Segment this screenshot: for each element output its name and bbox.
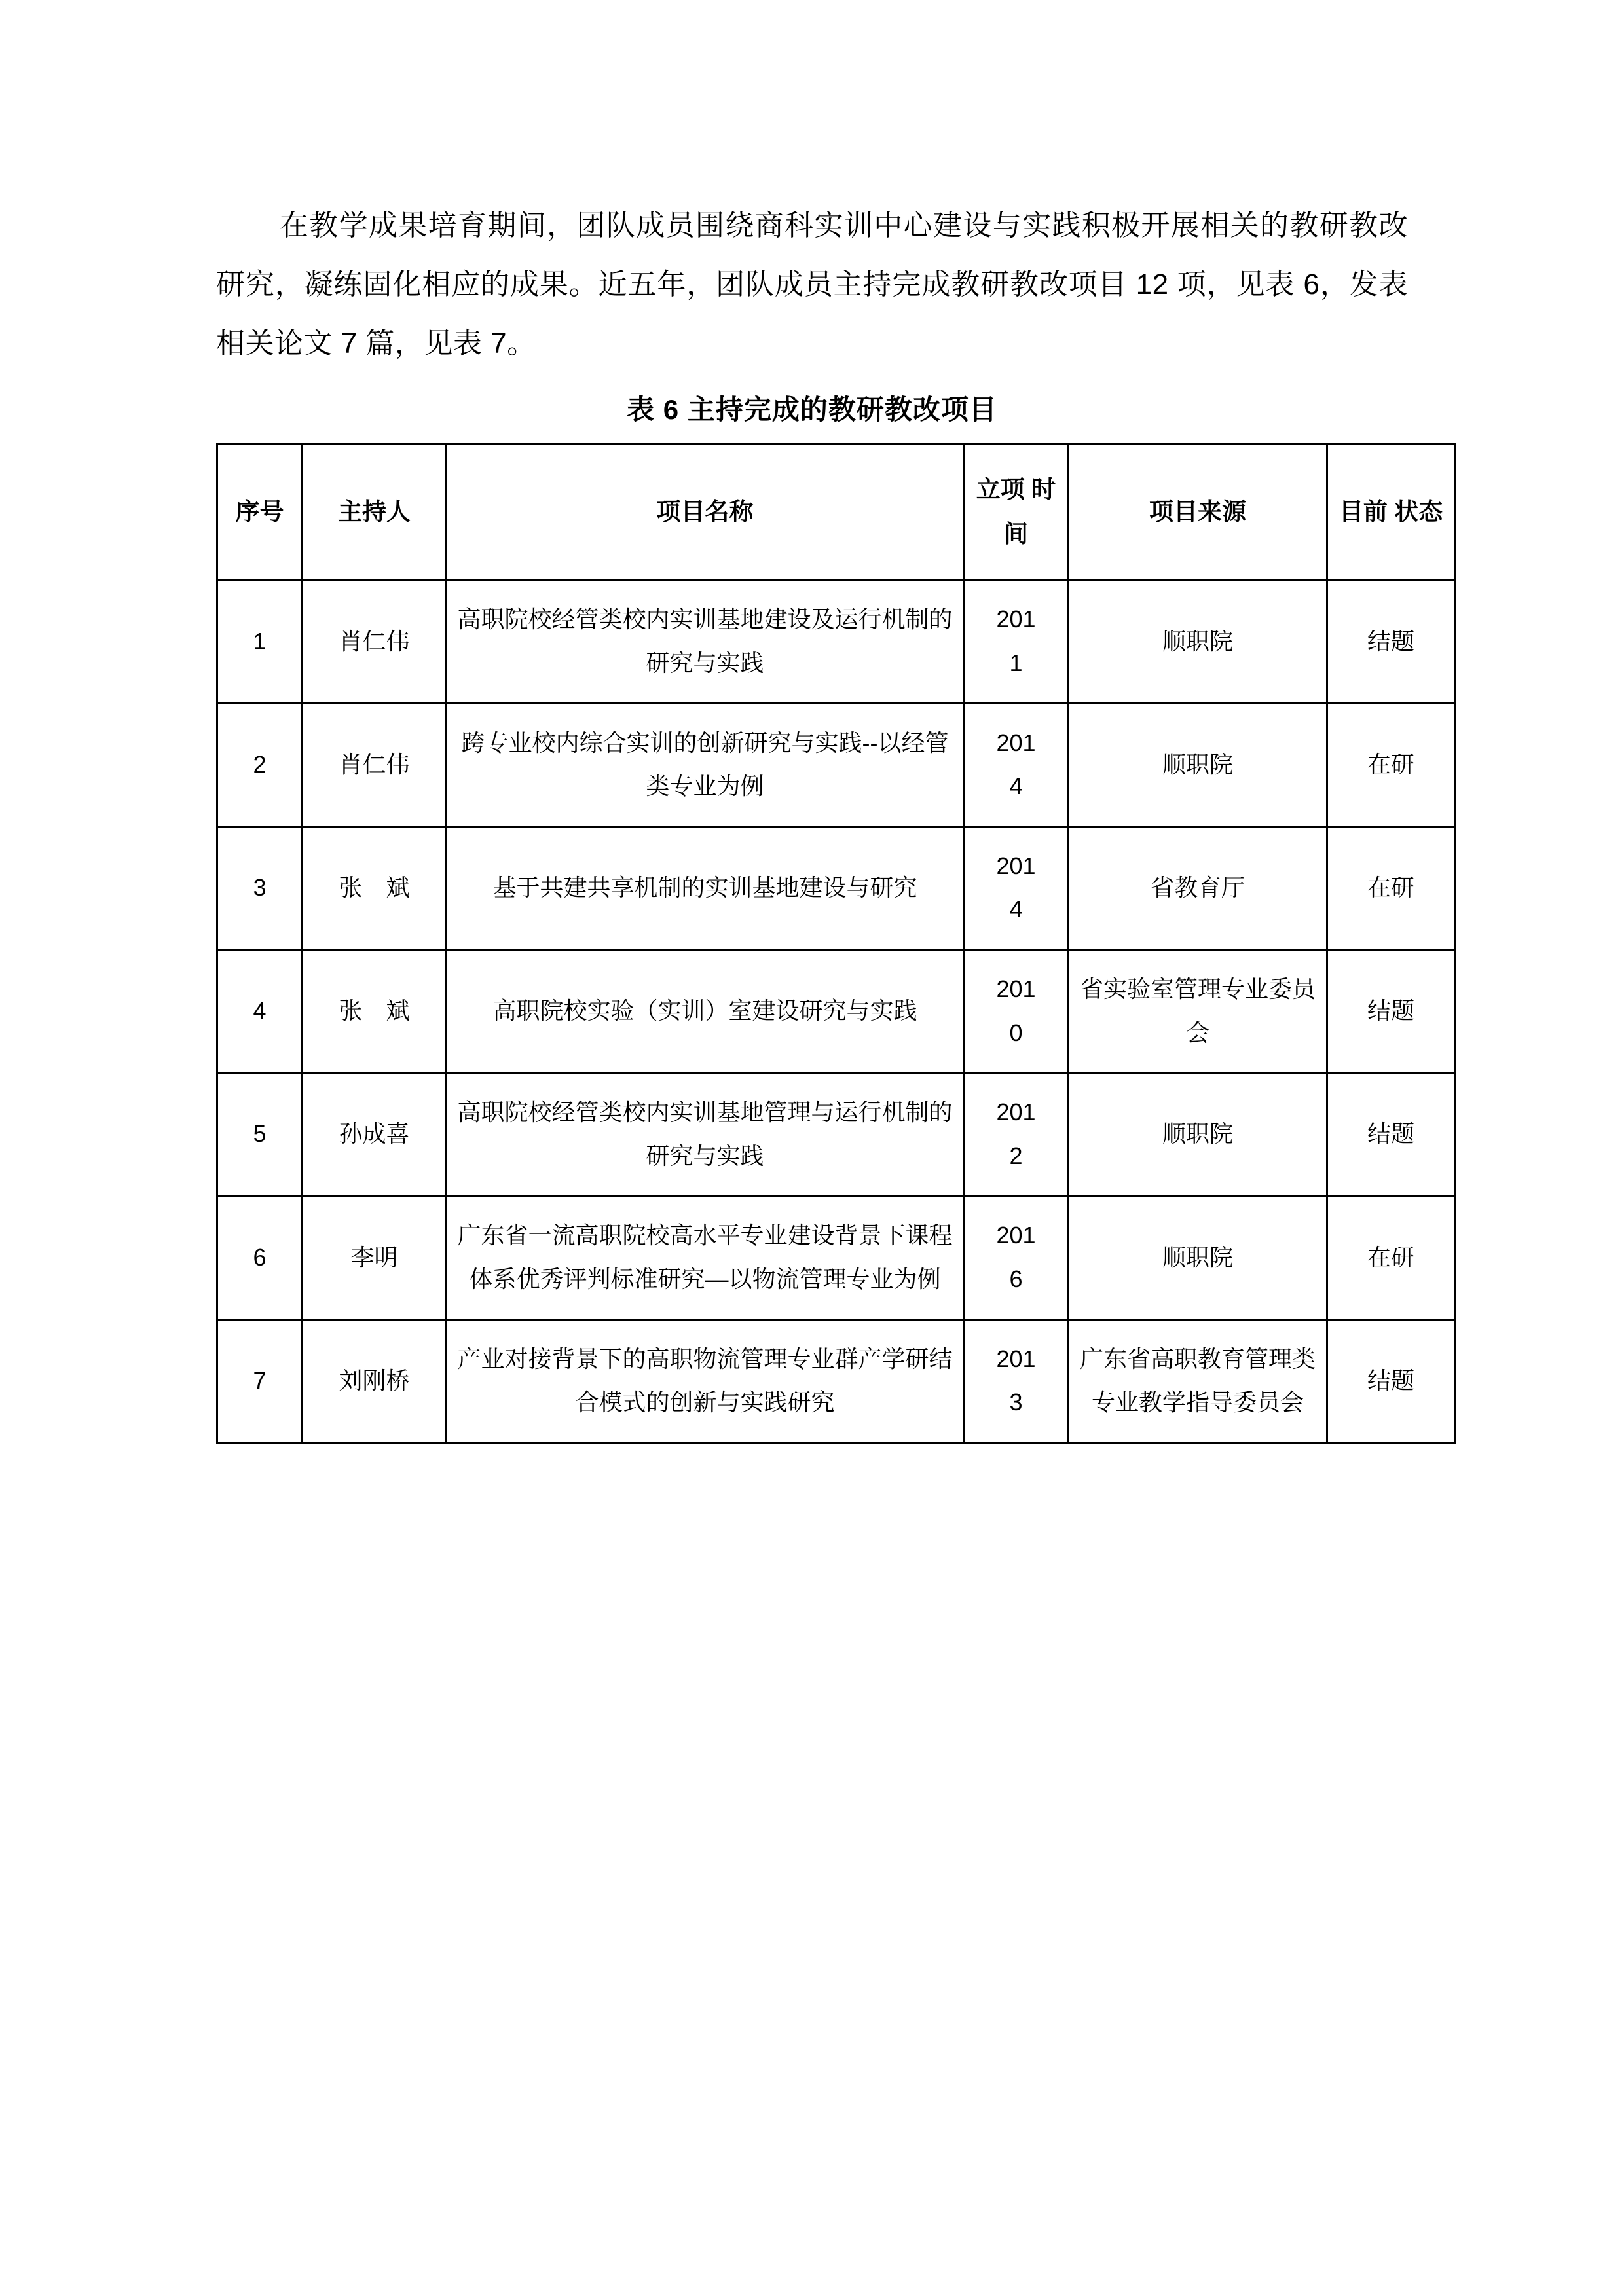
cell-source: 省教育厅 [1069, 826, 1327, 949]
table-row [217, 580, 1455, 703]
cell-year-top: 201 [996, 852, 1036, 879]
header-year [964, 444, 1069, 580]
cell-no: 6 [217, 1196, 303, 1319]
cell-year-top: 201 [996, 1099, 1036, 1126]
cell-year [964, 1196, 1069, 1319]
header-no: 序号 [217, 444, 303, 580]
projects-table [216, 443, 1456, 1444]
intro-paragraph [216, 196, 1408, 374]
cell-no: 7 [217, 1319, 303, 1442]
cell-no: 4 [217, 950, 303, 1073]
cell-no: 1 [217, 580, 303, 703]
cell-name: 高职院校经管类校内实训基地建设及运行机制的研究与实践 [447, 580, 964, 703]
cell-year [964, 580, 1069, 703]
header-name: 项目名称 [447, 444, 964, 580]
cell-name: 跨专业校内综合实训的创新研究与实践--以经管类专业为例 [447, 703, 964, 826]
cell-year-top: 201 [996, 729, 1036, 756]
table-row [217, 950, 1455, 1073]
cell-host: 刘刚桥 [303, 1319, 447, 1442]
cell-year-top: 201 [996, 606, 1036, 633]
cell-host: 张 斌 [303, 826, 447, 949]
cell-year-bottom: 3 [1009, 1389, 1023, 1416]
paragraph-text: 在教学成果培育期间，团队成员围绕商科实训中心建设与实践积极开展相关的教研教改研究，凝练固化相应的成果。近五年，团队成员主持完成教研教改项目 12 项，见表 6，发表相关论文 7 篇，见表 7。 [216, 210, 1408, 360]
cell-year-top: 201 [996, 1345, 1036, 1372]
cell-no: 5 [217, 1073, 303, 1196]
cell-year-bottom: 4 [1009, 773, 1023, 800]
header-state-line2: 状态 [1394, 498, 1443, 525]
cell-source: 广东省高职教育管理类专业教学指导委员会 [1069, 1319, 1327, 1442]
cell-state: 结题 [1327, 1319, 1455, 1442]
table-row [217, 1319, 1455, 1442]
cell-state: 在研 [1327, 703, 1455, 826]
cell-name: 广东省一流高职院校高水平专业建设背景下课程体系优秀评判标准研究—以物流管理专业为例 [447, 1196, 964, 1319]
cell-host: 李明 [303, 1196, 447, 1319]
cell-host: 肖仁伟 [303, 703, 447, 826]
cell-state: 结题 [1327, 580, 1455, 703]
header-year-line2: 时间 [1004, 475, 1056, 547]
cell-year-bottom: 2 [1009, 1142, 1023, 1169]
cell-year [964, 1073, 1069, 1196]
cell-host: 肖仁伟 [303, 580, 447, 703]
table-row [217, 826, 1455, 949]
cell-source: 顺职院 [1069, 703, 1327, 826]
cell-source: 省实验室管理专业委员会 [1069, 950, 1327, 1073]
header-host: 主持人 [303, 444, 447, 580]
cell-source: 顺职院 [1069, 1196, 1327, 1319]
cell-host: 张 斌 [303, 950, 447, 1073]
cell-year-bottom: 6 [1009, 1265, 1023, 1292]
header-state [1327, 444, 1455, 580]
cell-name: 产业对接背景下的高职物流管理专业群产学研结合模式的创新与实践研究 [447, 1319, 964, 1442]
table-body [217, 580, 1455, 1442]
cell-state: 结题 [1327, 950, 1455, 1073]
cell-year-top: 201 [996, 1222, 1036, 1249]
cell-source: 顺职院 [1069, 580, 1327, 703]
cell-year-top: 201 [996, 975, 1036, 1002]
cell-name: 基于共建共享机制的实训基地建设与研究 [447, 826, 964, 949]
cell-year-bottom: 1 [1009, 649, 1023, 677]
cell-host: 孙成喜 [303, 1073, 447, 1196]
header-state-line1: 目前 [1338, 498, 1388, 525]
table-row [217, 703, 1455, 826]
cell-state: 在研 [1327, 1196, 1455, 1319]
header-source: 项目来源 [1069, 444, 1327, 580]
cell-year-bottom: 0 [1009, 1019, 1023, 1046]
table-row [217, 1196, 1455, 1319]
header-year-line1: 立项 [976, 475, 1025, 503]
cell-source: 顺职院 [1069, 1073, 1327, 1196]
cell-name: 高职院校经管类校内实训基地管理与运行机制的研究与实践 [447, 1073, 964, 1196]
cell-year [964, 826, 1069, 949]
table-caption: 表 6 主持完成的教研教改项目 [627, 393, 997, 425]
cell-no: 2 [217, 703, 303, 826]
cell-state: 结题 [1327, 1073, 1455, 1196]
table-row [217, 1073, 1455, 1196]
cell-year [964, 703, 1069, 826]
cell-no: 3 [217, 826, 303, 949]
cell-name: 高职院校实验（实训）室建设研究与实践 [447, 950, 964, 1073]
cell-state: 在研 [1327, 826, 1455, 949]
cell-year [964, 950, 1069, 1073]
cell-year [964, 1319, 1069, 1442]
cell-year-bottom: 4 [1009, 896, 1023, 923]
table-header-row [217, 444, 1455, 580]
